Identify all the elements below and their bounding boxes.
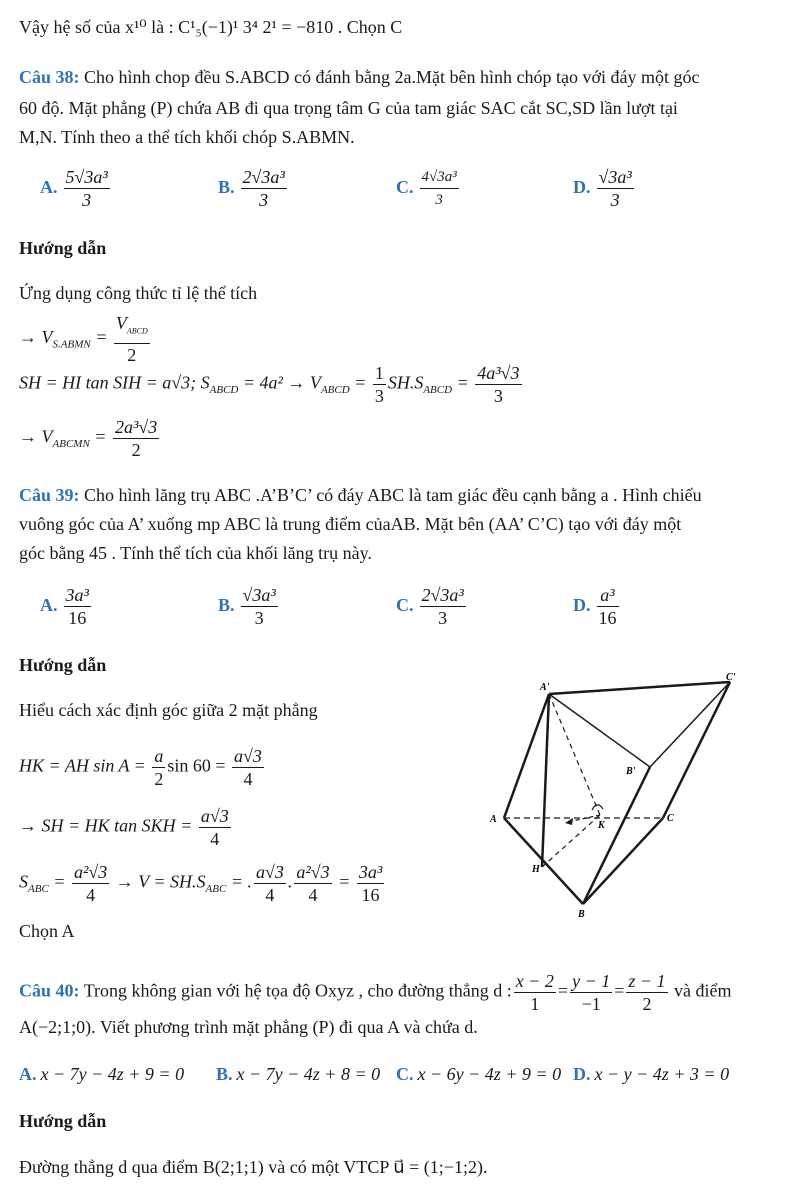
q38-option-b[interactable] [218, 166, 289, 211]
q38-option-a-label: A. [40, 176, 58, 197]
q39-option-d-num: a³ [597, 584, 619, 607]
q39-formula-2 [19, 805, 233, 850]
q39-option-d-label: D. [573, 594, 591, 615]
q38-text-1: Cho hình chop đều S.ABCD có đánh bằng 2a.Mặt bên hình chóp tạo với đáy một góc [79, 67, 700, 87]
top-conclusion-line: Vậy hệ số của x¹⁰ là : C¹₅(−1)¹ 3⁴ 2¹ = −810 . Chọn C [19, 17, 403, 37]
edge-b1-c1 [650, 682, 730, 767]
q38-f3-num: 2a³√3 [114, 417, 158, 437]
q39-g3-a: S [19, 871, 28, 892]
q40-option-a-text: x − 7y − 4z + 9 = 0 [40, 1064, 185, 1084]
q40-option-c-label: C. [396, 1064, 414, 1084]
q40-last-line: Đường thẳng d qua điểm B(2;1;1) và có một VTCP u⃗ = (1;−1;2). [19, 1157, 488, 1177]
q39-formula-1 [19, 745, 266, 790]
q39-g3-f4n: 3a³ [358, 862, 383, 882]
edge-a1-a [504, 694, 549, 818]
q39-option-c-label: C. [396, 594, 414, 615]
q38-option-a[interactable] [40, 166, 112, 211]
q38-f3-den: 2 [131, 440, 141, 460]
q39-g1-b: sin 60 = [167, 755, 230, 776]
q39-option-b[interactable] [218, 584, 280, 629]
q39-understand-text: Hiểu cách xác định góc giữa 2 mặt phẳng [19, 700, 318, 720]
label-c1: C' [726, 672, 736, 683]
q38-f3-sub: ABCMN [52, 438, 90, 451]
q38-option-c[interactable] [396, 166, 461, 211]
q38-f2-sub2: ABCD [320, 384, 350, 397]
q39-choose-text: Chọn A [19, 921, 75, 941]
q39-option-a-den: 16 [68, 608, 87, 628]
q39-formula-3 [19, 861, 386, 906]
q40-guide-heading: Hướng dẫn [19, 1111, 107, 1131]
q39-text-2: vuông góc của A’ xuống mp ABC là trung điểm củaAB. Mặt bên (AA’ C’C) tạo với đáy một [19, 514, 682, 534]
q39-g3-f2n: a√3 [255, 862, 284, 882]
q40-fc-num: z − 1 [628, 971, 666, 991]
q39-option-b-den: 3 [254, 608, 264, 628]
q38-f1-num: V [115, 313, 127, 333]
q39-g3-sub2: ABC [205, 883, 227, 896]
q38-option-d-den: 3 [610, 190, 620, 210]
q39-option-a[interactable] [40, 584, 93, 629]
q38-option-a-den: 3 [82, 190, 92, 210]
q38-formula-3: → $V_{ABCMN}$ = $\frac{\text{2a³√3}}{2}$ [19, 417, 158, 460]
q38-text-2: 60 độ. Mặt phẳng (P) chứa AB đi qua trọng tâm G của tam giác SAC cắt SC,SD lần lượt tại [19, 98, 678, 118]
label-k: K [598, 820, 605, 831]
q39-g3-f1n: a²√3 [73, 862, 108, 882]
q40-label: Câu 40: [19, 980, 80, 1001]
q39-g3-f3d: 4 [308, 885, 318, 905]
q38-option-a-num: 5√3a³ [65, 167, 108, 187]
q38-f2-third-den: 3 [374, 386, 384, 406]
q39-g3-d: = . [226, 871, 252, 892]
edge-c1-c [663, 682, 730, 818]
q39-option-b-num: √3a³ [242, 585, 276, 605]
q38-f1-den: 2 [127, 344, 137, 365]
q39-option-c[interactable] [396, 584, 468, 629]
label-a1: A' [540, 682, 550, 693]
q40-option-d[interactable] [573, 1064, 729, 1085]
q38-f1-num-sub: ABCD [126, 326, 148, 336]
q38-option-d[interactable] [573, 166, 636, 211]
q38-option-b-den: 3 [259, 190, 269, 210]
q40-option-d-text: x − y − 4z + 3 = 0 [594, 1064, 730, 1084]
label-b1: B' [626, 766, 636, 777]
q39-option-c-num: 2√3a³ [421, 585, 464, 605]
q38-option-c-den: 3 [435, 192, 443, 208]
q39-g3-e: . [287, 871, 293, 892]
q38-f2-res-den: 3 [493, 386, 503, 406]
q39-g2-rd: 4 [210, 829, 220, 849]
q39-g3-f4d: 16 [361, 885, 380, 905]
right-angle-mark [592, 805, 603, 810]
q39-option-b-label: B. [218, 594, 235, 615]
q40-fb-num: y − 1 [572, 971, 611, 991]
q39-option-d[interactable] [573, 584, 621, 629]
q39-g3-f3n: a²√3 [296, 862, 330, 882]
q38-f3-lhs: → V [19, 426, 53, 447]
q40-text-1-end: và điểm [669, 980, 732, 1001]
edge-b1-b [583, 767, 650, 904]
q40-option-a[interactable] [19, 1064, 184, 1085]
q39-label: Câu 39: [19, 485, 80, 505]
q39-option-a-label: A. [40, 594, 58, 615]
q39-option-c-den: 3 [438, 608, 448, 628]
q38-label: Câu 38: [19, 67, 80, 87]
q38-formula-2 [19, 362, 524, 407]
q39-g1-rd: 4 [243, 769, 253, 789]
q39-text-3: góc bằng 45 . Tính thể tích của khối lăng trụ này. [19, 543, 372, 563]
q40-text-2: A(−2;1;0). Viết phương trình mặt phẳng (P) đi qua A và chứa d. [19, 1017, 478, 1037]
q39-text-1: Cho hình lăng trụ ABC .A’B’C’ có đáy ABC là tam giác đều cạnh bằng a . Hình chiếu [79, 485, 702, 505]
q39-g3-sub: ABC [28, 883, 49, 896]
q38-f2-sub3: ABCD [423, 384, 453, 397]
q38-option-c-label: C. [396, 176, 414, 197]
q40-option-b-label: B. [216, 1064, 233, 1084]
q38-apply-text: Ứng dụng công thức tỉ lệ thể tích [19, 283, 258, 303]
q38-f2-sub1: ABCD [209, 384, 239, 397]
q38-option-d-label: D. [573, 176, 591, 197]
q39-g3-c: → V = SH.S [111, 871, 206, 892]
q39-g2-a: → SH = HK tan SKH = [19, 815, 197, 836]
q40-fc-den: 2 [642, 994, 652, 1014]
q40-option-c[interactable] [396, 1064, 561, 1085]
q38-formula-1: → $V_{S.ABMN}$ = $V_{ABCD}$ 2 [19, 313, 148, 365]
q39-line-1 [19, 482, 702, 508]
q39-g3-b: = [48, 871, 70, 892]
q38-f1-lhs: → V [19, 326, 53, 347]
q40-fa-den: 1 [530, 994, 540, 1014]
label-b: B [578, 909, 585, 920]
q40-option-b[interactable] [216, 1064, 380, 1085]
q40-option-d-label: D. [573, 1064, 591, 1084]
q38-f2-b: = 4a² → V [238, 372, 321, 393]
q38-f2-e: = [452, 372, 474, 393]
q40-fb-den: −1 [581, 994, 601, 1014]
arrow-head [565, 818, 573, 825]
q39-g3-f: = [333, 871, 355, 892]
q38-f2-d: SH.S [387, 372, 424, 393]
prism-figure [480, 672, 770, 922]
q40-fa-num: x − 2 [515, 971, 554, 991]
label-c: C [667, 813, 674, 824]
q38-f2-c: = [349, 372, 371, 393]
edge-a1-h [542, 694, 549, 867]
q38-line-1 [19, 64, 699, 90]
q39-g2-rn: a√3 [200, 806, 229, 826]
q38-guide-heading: Hướng dẫn [19, 238, 107, 258]
q39-option-d-den: 16 [598, 608, 617, 628]
q39-g1-rn: a√3 [234, 746, 262, 766]
q39-g1-a: HK = AH sin A = [19, 755, 151, 776]
q38-f2-a: SH = HI tan SIH = a√3; S [19, 372, 210, 393]
q39-g1-fd: 2 [154, 769, 164, 789]
q40-option-a-label: A. [19, 1064, 37, 1084]
q38-option-b-num: 2√3a³ [242, 167, 285, 187]
q39-g3-f2d: 4 [265, 885, 275, 905]
q38-f2-res-num: 4a³√3 [477, 363, 520, 383]
q39-g1-fn: a [154, 746, 164, 766]
q38-text-3: M,N. Tính theo a thể tích khối chóp S.ABMN. [19, 127, 355, 147]
label-h: H [532, 864, 540, 875]
q38-f1-sub: S.ABMN [52, 338, 91, 351]
q38-option-c-num: 4√3a³ [420, 166, 459, 189]
q38-option-b-label: B. [218, 176, 235, 197]
q40-line-1: Câu 40: Trong không gian với hệ tọa độ Oxyz , cho đường thẳng d : $\frac{x - 2}{1}$ = $\frac{y - 1}{-1}$ = $\frac{z - 1}{2}$ và điểm [19, 971, 732, 1014]
edge-b-c [583, 818, 663, 904]
edge-a1-c1 [549, 682, 730, 694]
q39-guide-heading: Hướng dẫn [19, 655, 107, 675]
q40-option-c-text: x − 6y − 4z + 9 = 0 [417, 1064, 562, 1084]
q38-f2-third-num: 1 [374, 363, 384, 383]
q39-g3-f1d: 4 [86, 885, 96, 905]
q40-text-1: Trong không gian với hệ tọa độ Oxyz , cho đường thẳng d : [79, 980, 512, 1001]
q39-option-a-num: 3a³ [65, 585, 89, 605]
q38-option-d-num: √3a³ [598, 167, 632, 187]
label-a: A [490, 814, 497, 825]
q40-option-b-text: x − 7y − 4z + 8 = 0 [236, 1064, 381, 1084]
